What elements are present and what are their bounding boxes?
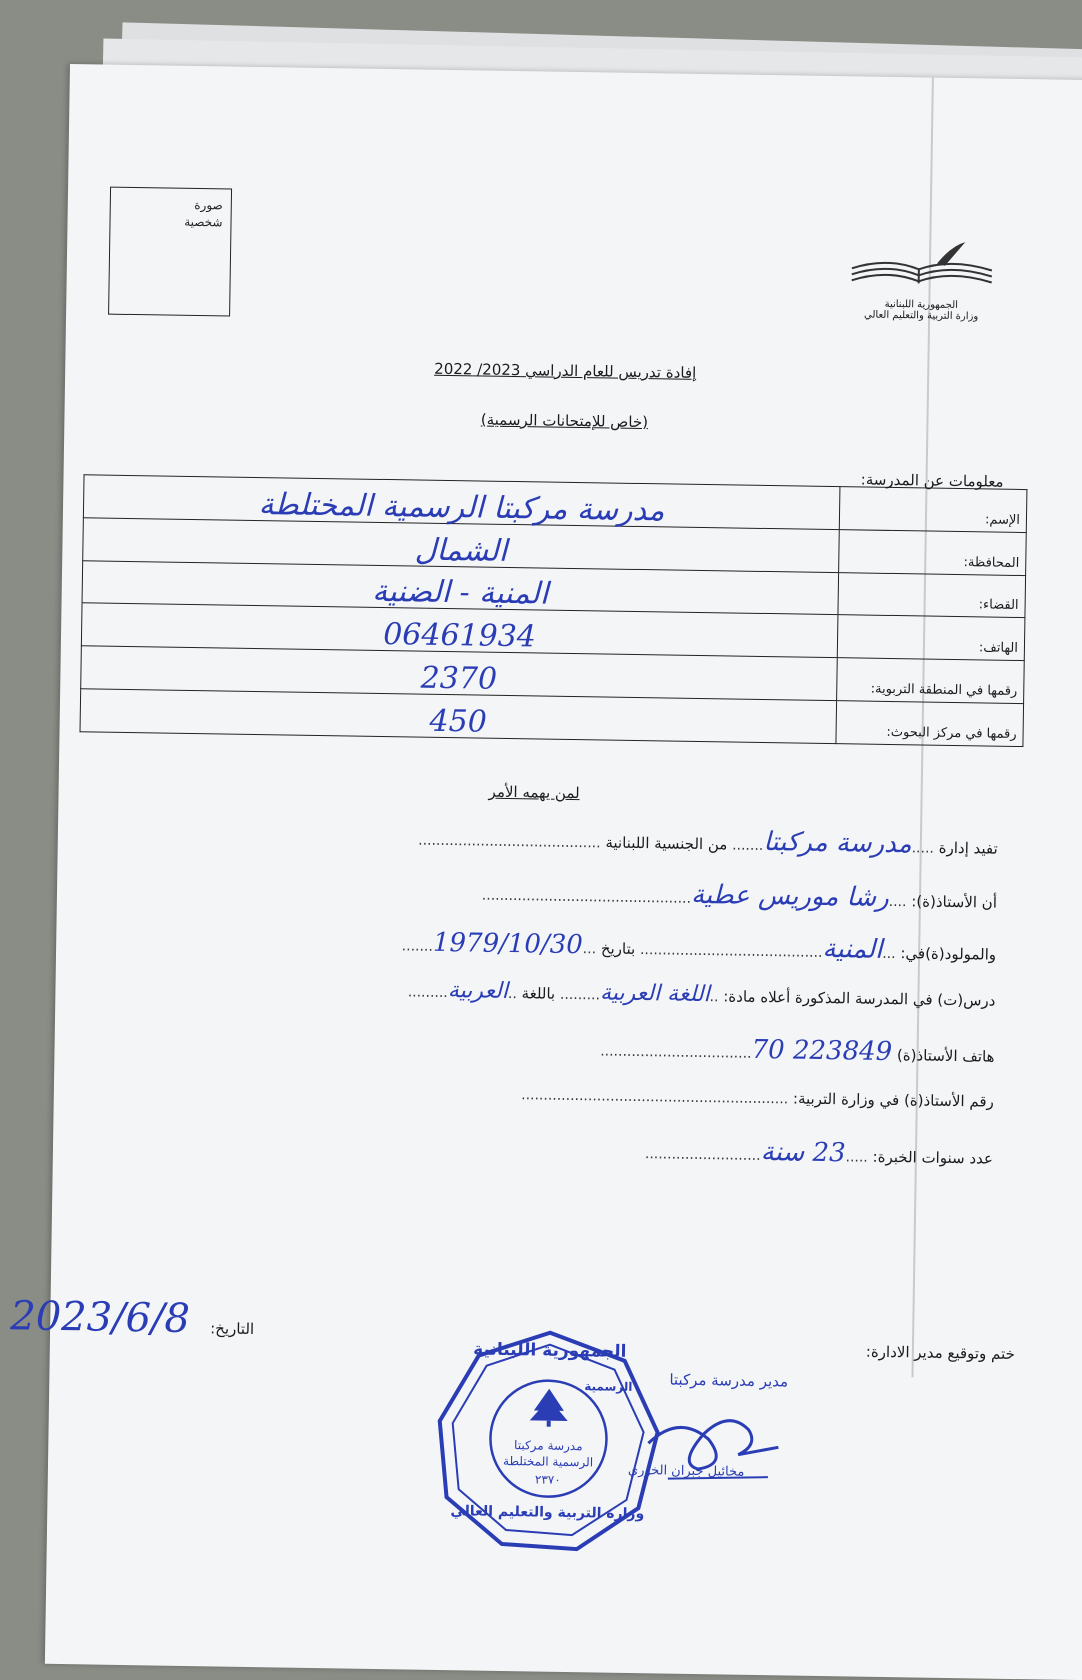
school-info-table [80,474,1028,747]
r5-value: 70 223849 [751,1034,893,1068]
phone-value: 06461934 [382,617,537,655]
stamp-outer-bottom-text: وزارة التربية والتعليم العالي [450,1503,645,1523]
stamp-inner-line3: ٢٣٧٠ [534,1472,561,1487]
signature-name-line: مخائيل جبران الخوري [627,1462,745,1480]
body-line-5: هاتف الأستاذ(ة) 70 223849.................................. [600,1034,995,1068]
ministry-line1: الجمهورية اللبنانية [884,298,959,311]
signature-label: ختم وتوقيع مدير الادارة: [865,1342,1015,1363]
r1-value: مدرسة مركبتا [763,826,912,860]
school-name-value: مدرسة مركبتا الرسمية المختلطة [258,486,665,529]
document-page [9,64,1082,1680]
photo-label [184,197,223,232]
r2-prefix: أن الأستاذ(ة): [911,892,998,912]
body-line-7: عدد سنوات الخبرة: .....23 سنة.......................... [644,1136,994,1169]
photo-label-line2: شخصية [184,214,223,230]
open-book-icon [846,238,997,296]
stamp-inner-line1: مدرسة مركبتا [514,1438,583,1454]
body-line-2: أن الأستاذ(ة): ....رشا موريس عطية............................................... [481,879,998,913]
page-title: إفادة تدريس للعام الدراسي 2023/ 2022 [434,359,697,382]
r4-prefix: درس(ت) في المدرسة المذكورة أعلاه مادة: [723,987,996,1010]
research-number-value: 450 [429,703,488,740]
body-line-3: والمولود(ة)في: ...المنية......................................... بتاريخ ...1979/10/30....... [401,927,997,965]
date-value: 2023/6/8 [9,1293,191,1343]
research-number-label: رقمها في مركز البحوث: [836,701,1024,747]
stamp-inner-line2: الرسمية المختلطة [502,1453,594,1470]
r4-language: العربية [447,978,509,1004]
phone-label: الهاتف: [837,615,1025,661]
stamp-outer-text: الجمهورية اللبنانية [473,1339,627,1362]
body-line-4: درس(ت) في المدرسة المذكورة أعلاه مادة: ..اللغة العربية......... باللغة ..العربية......... [407,978,996,1010]
r3-prefix: والمولود(ة)في: [900,944,997,964]
r5-prefix: هاتف الأستاذ(ة) [896,1046,995,1066]
photo-label-line1: صورة [194,197,223,213]
r3-mid: بتاريخ [600,939,636,958]
ministry-line2: وزارة التربية والتعليم العالي [864,309,979,323]
r4-mid: باللغة [521,984,556,1003]
r7-prefix: عدد سنوات الخبرة: [872,1147,994,1168]
page-subtitle: (خاص للإمتحانات الرسمية) [480,410,649,432]
governorate-value: الشمال [414,532,508,569]
ministry-logo [846,238,997,330]
stamp-side-text: الرسمية [584,1379,633,1394]
r1-suffix: من الجنسية اللبنانية [605,833,728,854]
school-info-heading: معلومات عن المدرسة: [860,470,1004,491]
date-label: التاريخ: [210,1319,255,1339]
cedar-icon [530,1388,569,1427]
official-stamp [432,1325,666,1559]
r4-subject: اللغة العربية [599,980,710,1008]
region-number-value: 2370 [420,660,498,697]
r2-value: رشا موريس عطية [690,879,890,913]
district-value: المنية - الضنية [372,574,549,613]
region-number-label: رقمها في المنطقة التربوية: [837,658,1025,704]
to-whom-heading: لمن يهمه الأمر [488,782,580,803]
r3-date: 1979/10/30 [432,927,584,961]
photo-box [108,187,232,317]
signature-title-line: مدير مدرسة مركبتا [669,1370,789,1391]
body-line-6: رقم الأستاذ(ة) في وزارة التربية: ............................................................ [521,1087,994,1111]
r6-prefix: رقم الأستاذ(ة) في وزارة التربية: [792,1089,994,1111]
r7-value: 23 سنة [760,1136,846,1169]
governorate-label: المحافظة: [839,529,1027,575]
r1-prefix: تفيد إدارة [938,838,998,858]
school-name-label: الإسم: [839,487,1027,533]
body-line-1: تفيد إدارة .....مدرسة مركبتا....... من الجنسية اللبنانية ......................................... [418,826,998,860]
r3-place: المنية [822,933,883,965]
district-label: القضاء: [838,572,1026,618]
